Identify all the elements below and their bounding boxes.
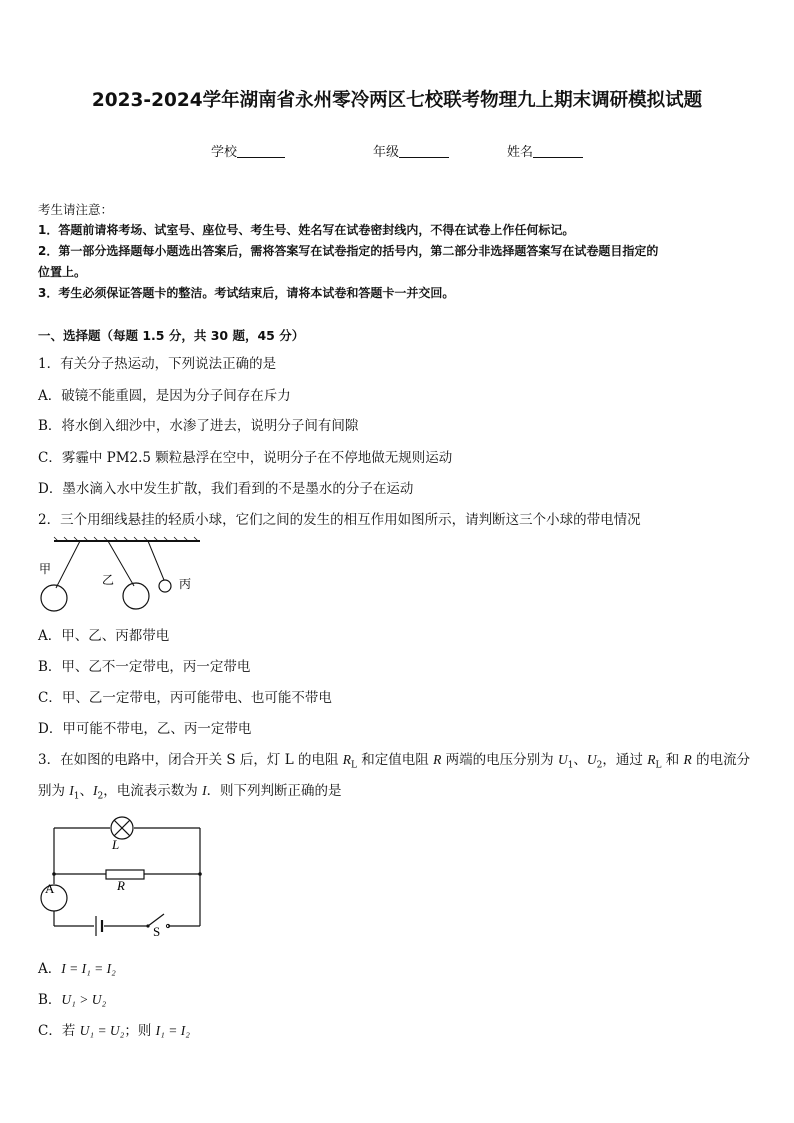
label-bing: 丙 (179, 577, 192, 591)
notice-heading: 考生请注意： (38, 202, 114, 217)
grade-label: 年级 (373, 145, 400, 160)
q3-stem-line2: 别为 $I_1$、$I_2$，电流表示数为 I．则下列判断正确的是 (38, 783, 342, 802)
string-bing (148, 541, 164, 580)
school-blank[interactable] (237, 145, 285, 158)
ball-bing (159, 580, 171, 592)
name-blank[interactable] (533, 145, 583, 158)
name-field[interactable] (507, 141, 583, 160)
q2-option-a: A．甲、乙、丙都带电 (38, 628, 170, 644)
q1-option-a: A．破镜不能重圆，是因为分子间存在斥力 (38, 388, 291, 404)
label-jia: 甲 (39, 562, 52, 576)
junction-right (198, 872, 202, 876)
q1-option-c: C．雾霾中 PM2.5 颗粒悬浮在空中，说明分子在不停地做无规则运动 (38, 450, 453, 466)
q1-option-d: D．墨水滴入水中发生扩散，我们看到的不是墨水的分子在运动 (38, 481, 414, 497)
notice-item-3: 3．考生必须保证答题卡的整洁。考试结束后，请将本试卷和答题卡一并交回。 (38, 286, 455, 300)
school-label: 学校 (211, 145, 238, 160)
junction-left (52, 872, 56, 876)
label-yi: 乙 (102, 573, 115, 587)
ball-yi (123, 583, 149, 609)
school-field[interactable] (211, 141, 285, 160)
exam-title: 2023-2024学年湖南省永州零冷两区七校联考物理九上期末调研模拟试题 (91, 90, 703, 111)
q3-option-b: B．U₁ > U₂ (38, 992, 107, 1008)
q3-option-a: A．I = I₁ = I₂ (38, 961, 116, 977)
section-heading: 一、选择题（每题 1.5 分，共 30 题，45 分） (38, 328, 305, 343)
grade-blank[interactable] (399, 145, 449, 158)
notice-item-2: 2．第一部分选择题每小题选出答案后，需将答案写在试卷指定的括号内，第二部分非选择题答案写在试卷题目指定的 (38, 244, 659, 258)
q2-pendulum-figure (36, 536, 204, 614)
label-resistor: R (117, 878, 125, 893)
label-ammeter: A (45, 881, 55, 896)
q3-option-c: C．若 U₁ = U₂；则 I₁ = I₂ (38, 1023, 190, 1039)
q3-stem-line1: 3．在如图的电路中，闭合开关 S 后，灯 L 的电阻 $R_L$ 和定值电阻 R 两端的电压分别为 $U_1$、$U_2$，通过 $R_L$ 和 R 的电流分 (38, 752, 751, 771)
grade-field[interactable] (373, 141, 449, 160)
q3-circuit-diagram (36, 812, 208, 936)
q2-option-c: C．甲、乙一定带电，丙可能带电、也可能不带电 (38, 690, 332, 706)
string-jia (56, 541, 80, 588)
notice-item-2-cont: 位置上。 (38, 265, 87, 279)
resistor-rect (106, 870, 144, 879)
ball-jia (41, 585, 67, 611)
label-switch: S (153, 924, 161, 936)
q2-option-b: B．甲、乙不一定带电，丙一定带电 (38, 659, 251, 675)
q1-option-b: B．将水倒入细沙中，水渗了进去，说明分子间有间隙 (38, 418, 359, 434)
exam-notice (38, 199, 762, 304)
notice-item-1: 1．答题前请将考场、试室号、座位号、考生号、姓名写在试卷密封线内，不得在试卷上作任何标记。 (38, 223, 575, 237)
q2-option-d: D．甲可能不带电，乙、丙一定带电 (38, 721, 252, 737)
name-label: 姓名 (507, 145, 534, 160)
switch-pivot (146, 924, 149, 927)
label-lamp: L (112, 837, 120, 852)
q1-stem: 1．有关分子热运动，下列说法正确的是 (38, 356, 277, 372)
q2-stem: 2．三个用细线悬挂的轻质小球，它们之间的发生的相互作用如图所示，请判断这三个小球的带电情况 (38, 512, 641, 528)
